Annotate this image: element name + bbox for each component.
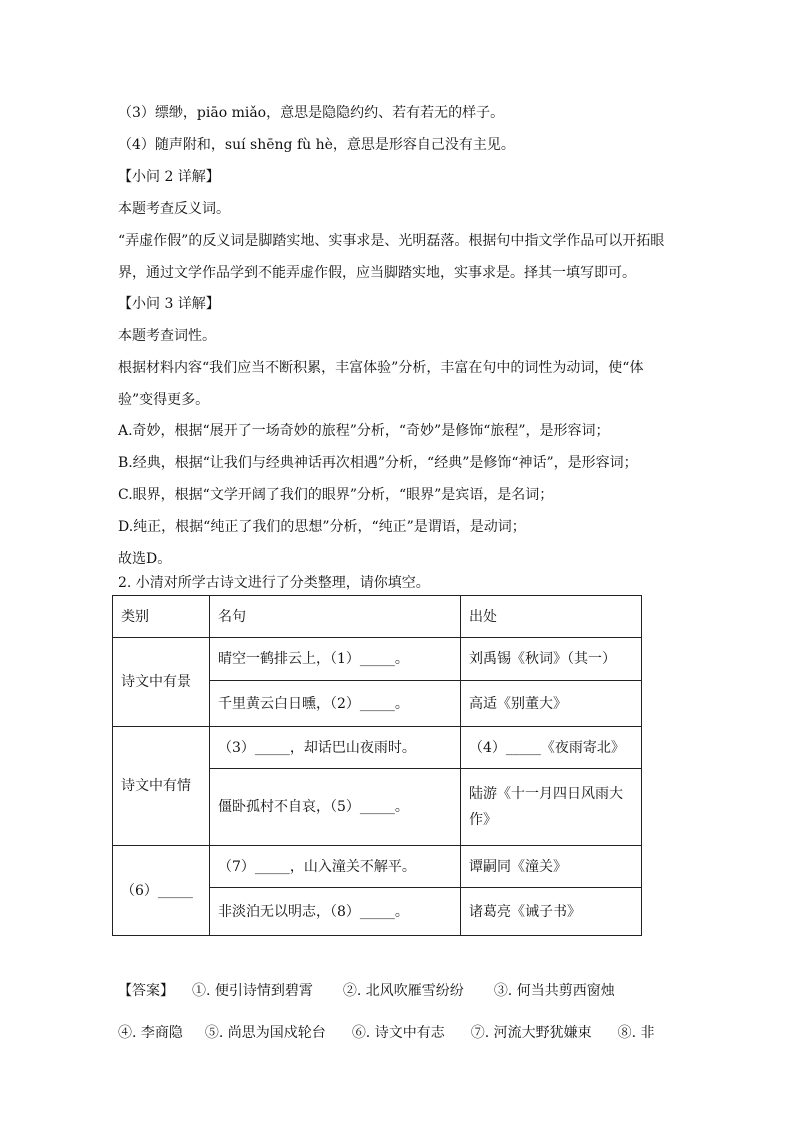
source-cell: （4）_____《夜雨寄北》 [461, 727, 642, 769]
table-row [113, 638, 642, 681]
header-source: 出处 [461, 596, 642, 638]
quote-cell: 千里黄云白日曛，（2）_____。 [210, 681, 461, 727]
table-header-row [113, 596, 642, 638]
quote-cell: 僵卧孤村不自哀，（5）_____。 [210, 769, 461, 846]
answer-item: ⑦. 河流大野犹嫌束 [470, 1025, 592, 1041]
source-cell: 陆游《十一月四日风雨大作》 [461, 769, 642, 846]
paragraph-q2-topic: 本题考查反义词。 [118, 201, 230, 217]
section-heading-q2: 【小问 2 详解】 [118, 169, 220, 185]
category-cell: （6）_____ [113, 846, 210, 936]
answer-line-3: （3）缥缈，piāo miǎo，意思是隐隐约约、若有若无的样子。 [118, 105, 505, 121]
source-cell: 高适《别董大》 [461, 681, 642, 727]
paragraph-q2-explanation: “弄虚作假”的反义词是脚踏实地、实事求是、光明磊落。根据句中指文学作品可以开拓眼界，通过文学作品学到不能弄虚作假，应当脚踏实地，实事求是。择其一填写即可。 [118, 233, 665, 281]
answer-item: ⑥. 诗文中有志 [351, 1025, 445, 1041]
answer-item: ④. 李商隐 [118, 1025, 183, 1041]
answer-item: ①. 便引诗情到碧霄 [192, 983, 313, 999]
option-c: C.眼界，根据“文学开阔了我们的眼界”分析，“眼界”是宾语，是名词； [118, 487, 554, 503]
section-heading-q3: 【小问 3 详解】 [118, 296, 220, 312]
paragraph-q3-explanation: 根据材料内容“我们应当不断积累，丰富体验”分析，丰富在句中的词性为动词，使“体验”变得更多。 [118, 360, 644, 408]
answer-block [118, 970, 678, 1054]
answer-item: ③. 何当共剪西窗烛 [493, 983, 615, 999]
conclusion-line: 故选D。 [118, 551, 172, 567]
quote-cell: 晴空一鹤排云上，（1）_____。 [210, 638, 461, 681]
answer-label: 【答案】 [118, 983, 174, 999]
poetry-table [112, 595, 642, 936]
option-d: D.纯正，根据“纯正了我们的思想”分析，“纯正”是谓语，是动词； [118, 519, 526, 535]
table-row [113, 846, 642, 888]
quote-cell: （7）_____，山入潼关不解平。 [210, 846, 461, 888]
header-quote: 名句 [210, 596, 461, 638]
table-row [113, 727, 642, 769]
quote-cell: 非淡泊无以明志，（8）_____。 [210, 888, 461, 936]
option-b: B.经典，根据“让我们与经典神话再次相遇”分析，“经典”是修饰“神话”，是形容词； [118, 455, 638, 471]
source-cell: 谭嗣同《潼关》 [461, 846, 642, 888]
paragraph-q3-topic: 本题考查词性。 [118, 328, 216, 344]
header-category: 类别 [113, 596, 210, 638]
question-2-prompt: 2. 小清对所学古诗文进行了分类整理，请你填空。 [118, 575, 430, 591]
answer-item: ⑤. 尚思为国戍轮台 [204, 1025, 326, 1041]
answer-item: ②. 北风吹雁雪纷纷 [342, 983, 464, 999]
source-cell: 刘禹锡《秋词》（其一） [461, 638, 642, 681]
quote-cell: （3）_____，却话巴山夜雨时。 [210, 727, 461, 769]
answer-item: ⑧. 非 [617, 1025, 655, 1041]
answer-line-4: （4）随声附和，suí shēng fù hè，意思是形容自己没有主见。 [118, 137, 515, 153]
category-cell: 诗文中有景 [113, 638, 210, 727]
option-a: A.奇妙，根据“展开了一场奇妙的旅程”分析，“奇妙”是修饰“旅程”，是形容词； [118, 423, 610, 439]
category-cell: 诗文中有情 [113, 727, 210, 846]
source-cell: 诸葛亮《诫子书》 [461, 888, 642, 936]
